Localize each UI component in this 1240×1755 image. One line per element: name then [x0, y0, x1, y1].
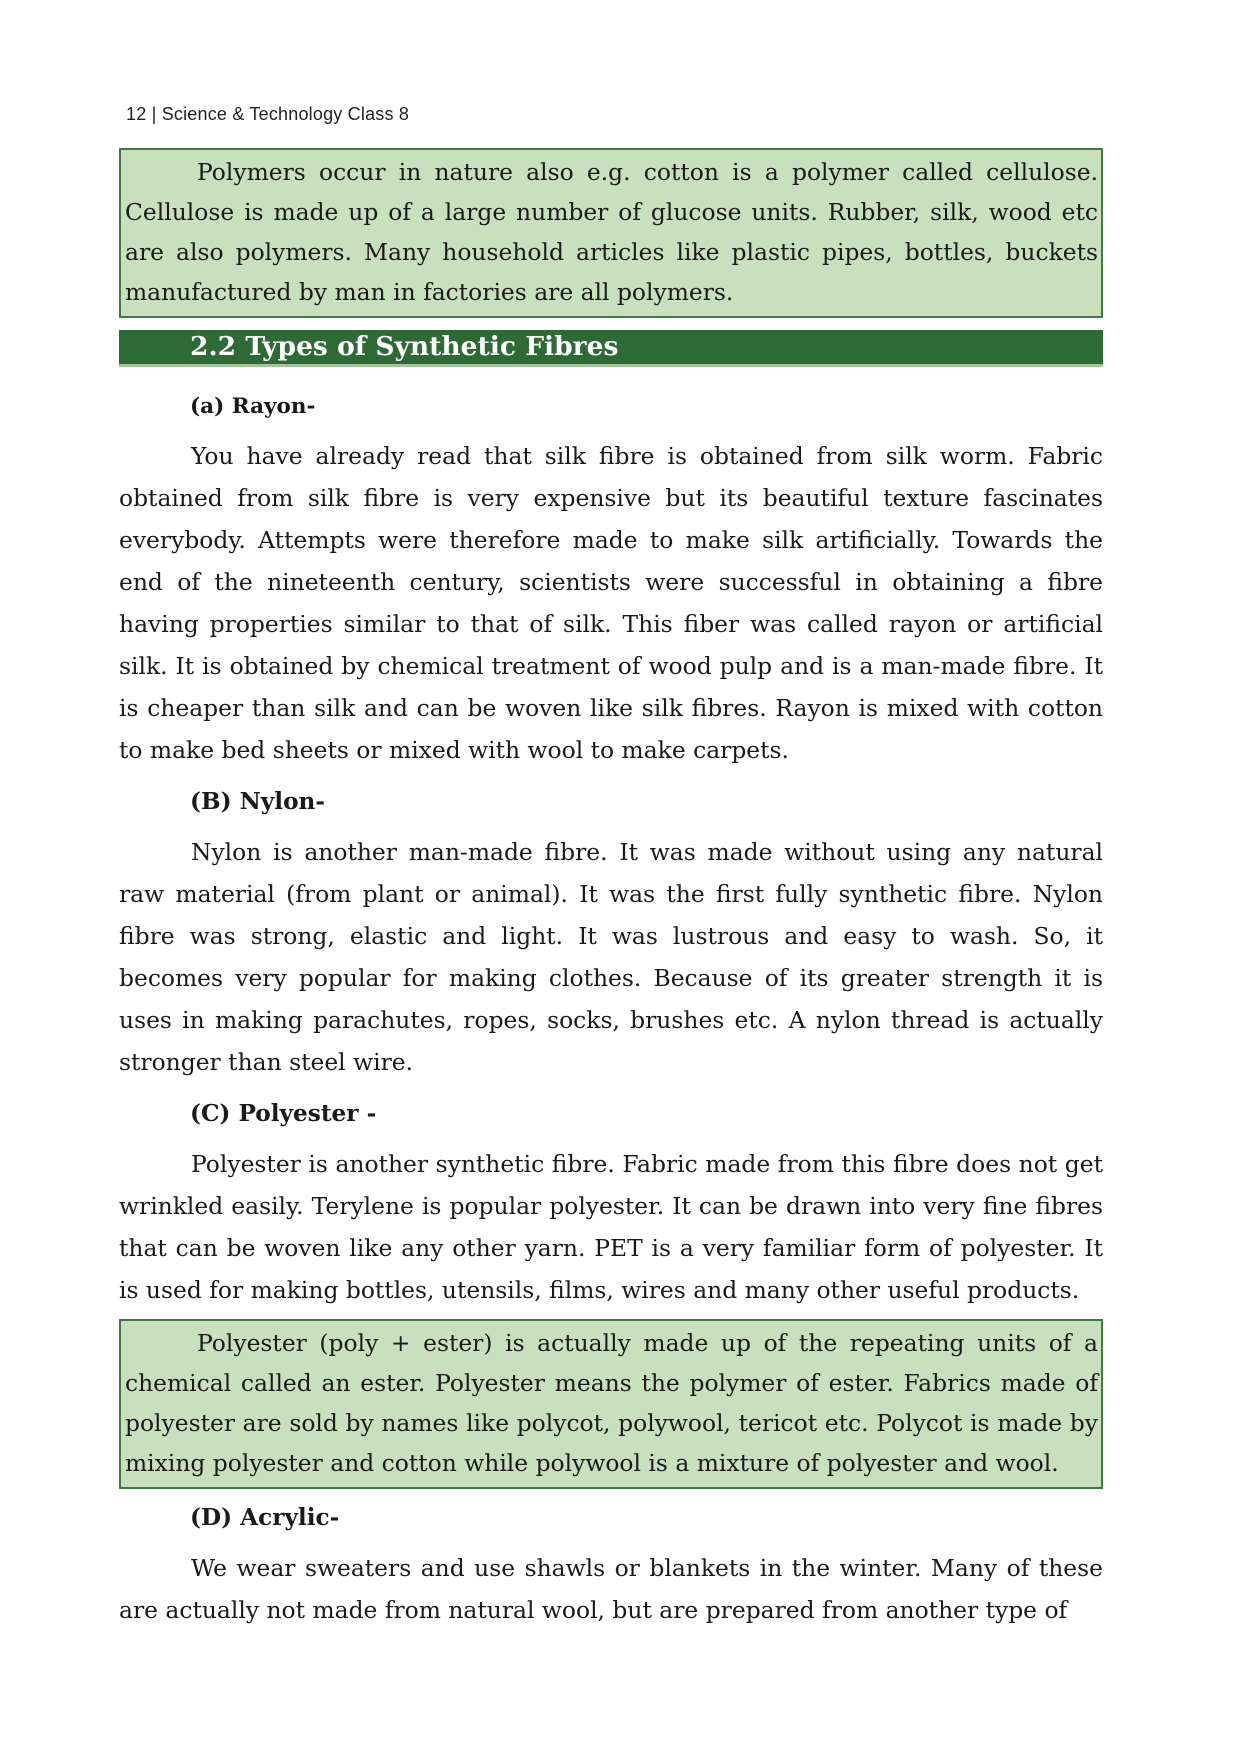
running-head: 12 | Science & Technology Class 8 [126, 104, 410, 124]
info-box-polymers [119, 148, 1103, 318]
subheading-polyester: (C) Polyester - [190, 1100, 377, 1127]
subheading-rayon: (a) Rayon- [190, 394, 316, 419]
subheading-nylon: (B) Nylon- [190, 788, 326, 815]
info-box-polymers-text: Polymers occur in nature also e.g. cotton is a polymer called cellulose. Cellulose is made up of a large number of glucose units. Rubber, silk, wood etc are also polymers. Many household articles like plastic pipes, bottles, buckets manufactured by man in factories are all polymers. [125, 158, 1098, 306]
info-box-polyester-text: Polyester (poly + ester) is actually made up of the repeating units of a chemical called an ester. Polyester means the polymer of ester. Fabrics made of polyester are sold by names like polycot, polywool, tericot etc. Polycot is made by mixing polyester and cotton while polywool is a mixture of polyester and wool. [125, 1329, 1098, 1477]
paragraph-nylon: Nylon is another man-made fibre. It was made without using any natural raw material (from plant or animal). It was the first fully synthetic fibre. Nylon fibre was strong, elastic and light. It was lustrous and easy to wash. So, it becomes very popular for making clothes. Because of its greater strength it is uses in making parachutes, ropes, socks, brushes etc. A nylon thread is actually stronger than steel wire. [119, 838, 1103, 1076]
page-content [119, 148, 1103, 1631]
info-box-polyester [119, 1319, 1103, 1489]
paragraph-acrylic: We wear sweaters and use shawls or blankets in the winter. Many of these are actually not made from natural wool, but are prepared from another type of [119, 1554, 1103, 1624]
section-heading: 2.2 Types of Synthetic Fibres [119, 330, 1103, 367]
subheading-acrylic: (D) Acrylic- [190, 1504, 340, 1531]
paragraph-polyester: Polyester is another synthetic fibre. Fabric made from this fibre does not get wrinkled easily. Terylene is popular polyester. It can be drawn into very fine fibres that can be woven like any other yarn. PET is a very familiar form of polyester. It is used for making bottles, utensils, films, wires and many other useful products. [119, 1150, 1103, 1304]
paragraph-rayon: You have already read that silk fibre is obtained from silk worm. Fabric obtained from silk fibre is very expensive but its beautiful texture fascinates everybody. Attempts were therefore made to make silk artificially. Towards the end of the nineteenth century, scientists were successful in obtaining a fibre having properties similar to that of silk. This fiber was called rayon or artificial silk. It is obtained by chemical treatment of wood pulp and is a man-made fibre. It is cheaper than silk and can be woven like silk fibres. Rayon is mixed with cotton to make bed sheets or mixed with wool to make carpets. [119, 442, 1103, 764]
